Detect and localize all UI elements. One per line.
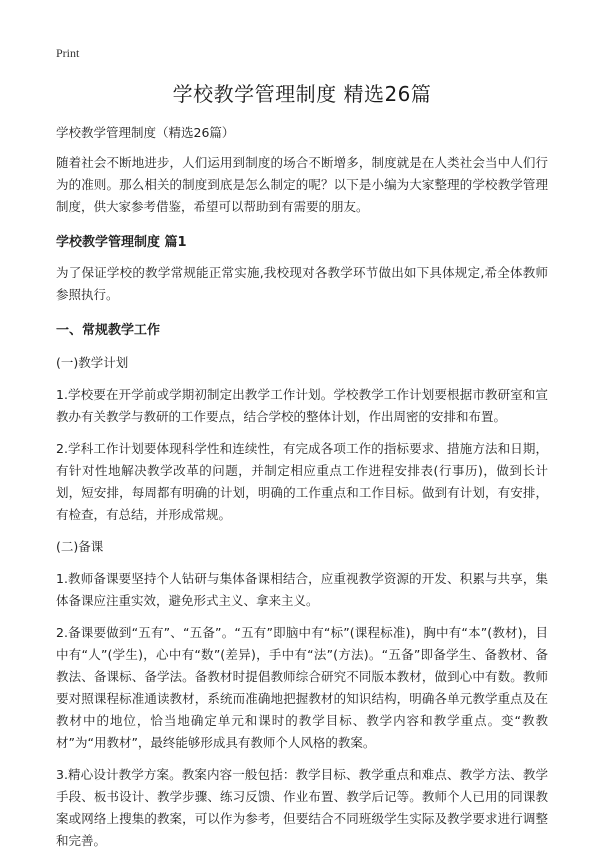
print-label: Print (56, 46, 80, 60)
lesson-prep-heading: (二)备课 (56, 539, 104, 554)
part-1-heading: 一、常规教学工作 (56, 323, 161, 338)
document-subtitle: 学校教学管理制度（精选26篇） (56, 125, 235, 140)
lesson-prep-paragraph-1: 1.教师备课要坚持个人钻研与集体备课相结合，应重视教学资源的开发、积累与共享，集体备课应注重实效，避免形式主义、拿来主义。 (56, 571, 548, 608)
teaching-plan-paragraph-1: 1.学校要在开学前或学期初制定出教学工作计划。学校教学工作计划要根据市教研室和宣教办有关教学与教研的工作要点，结合学校的整体计划，作出周密的安排和布置。 (56, 387, 548, 424)
lesson-prep-paragraph-3: 3.精心设计教学方案。教案内容一般包括：教学目标、教学重点和难点、教学方法、教学手段、板书设计、教学步骤、练习反馈、作业布置、教学后记等。教师个人已用的同课教案或网络上搜集的教案，可以作为参考，但要结合不同班级学生实际及教学要求进行调整和完善。 (56, 767, 548, 848)
section-1-heading: 学校教学管理制度 篇1 (56, 235, 187, 250)
intro-paragraph: 随着社会不断地进步，人们运用到制度的场合不断增多，制度就是在人类社会当中人们行为的准则。那么相关的制度到底是怎么制定的呢？以下是小编为大家整理的学校教学管理制度，供大家参考借鉴，希望可以帮助到有需要的朋友。 (56, 155, 548, 214)
teaching-plan-paragraph-2: 2.学科工作计划要体现科学性和连续性，有完成各项工作的指标要求、措施方法和日期，有针对性地解决教学改革的问题，并制定相应重点工作进程安排表(行事历)，做到长计划，短安排，每周都有明确的计划，明确的工作重点和工作目标。做到有计划，有安排，有检查，有总结，并形成常规。 (56, 441, 548, 522)
section-1-intro: 为了保证学校的教学常规能正常实施,我校现对各教学环节做出如下具体规定,希全体教师参照执行。 (56, 265, 548, 302)
document-title: 学校教学管理制度 精选26篇 (172, 82, 432, 106)
teaching-plan-heading: (一)教学计划 (56, 355, 129, 370)
lesson-prep-paragraph-2: 2.备课要做到“五有”、“五备”。“五有”即脑中有“标”(课程标准)，胸中有“本”(教材)，目中有“人”(学生)，心中有“数”(差异)，手中有“法”(方法)。“五备”即备学生、备教材、备教法、备课标、备学法。备教材时提倡教师综合研究不同版本教材，做到心中有数。教师要对照课程标准通读教材，系统而准确地把握教材的知识结构，明确各单元教学重点及在教材中的地位，恰当地确定单元和课时的教学目标、教学内容和教学重点。变“教教材”为“用教材”，最终能够形成具有教师个人风格的教案。 (56, 625, 548, 750)
